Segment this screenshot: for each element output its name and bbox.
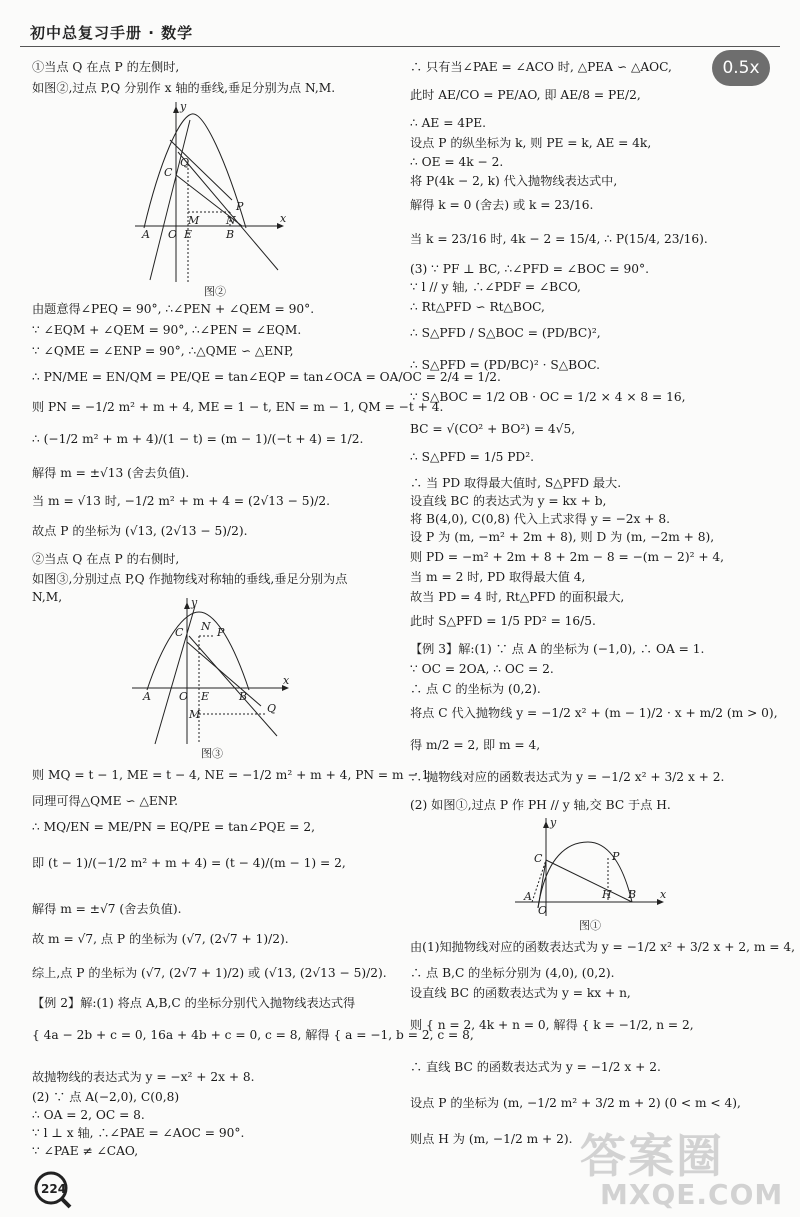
text-line: ∴ OE = 4k − 2. [410, 155, 504, 169]
text-line: ∵ ∠EQM + ∠QEM = 90°, ∴∠PEN = ∠EQM. [32, 323, 302, 337]
fig2-label-n: N [226, 214, 236, 227]
text-line: ∴ 直线 BC 的函数表达式为 y = −1/2 x + 2. [410, 1060, 661, 1074]
fig1-label-c: C [534, 852, 543, 865]
text-line: 【例 3】解:(1) ∵ 点 A 的坐标为 (−1,0), ∴ OA = 1. [410, 642, 705, 656]
fig3-label-m: M [189, 708, 201, 721]
text-line: { 4a − 2b + c = 0, 16a + 4b + c = 0, c = 8, 解得 { a = −1, b = 2, c = 8, [32, 1028, 474, 1042]
fig2-label-m: M [188, 214, 200, 227]
text-line: 【例 2】解:(1) 将点 A,B,C 的坐标分别代入抛物线表达式得 [32, 996, 356, 1010]
figure-3-graph [127, 596, 297, 746]
text-line: (2) 如图①,过点 P 作 PH // y 轴,交 BC 于点 H. [410, 798, 671, 812]
fig2-label-q: Q [180, 156, 190, 169]
text-line: ∴ (−1/2 m² + m + 4)/(1 − t) = (m − 1)/(−t + 4) = 1/2. [32, 432, 364, 446]
text-line: 故当 PD = 4 时, Rt△PFD 的面积最大, [410, 590, 625, 604]
fig3-label-p: P [217, 626, 225, 639]
text-line: 由题意得∠PEQ = 90°, ∴∠PEN + ∠QEM = 90°. [32, 302, 315, 316]
text-line: BC = √(CO² + BO²) = 4√5, [410, 422, 576, 436]
text-line: 故点 P 的坐标为 (√13, (2√13 − 5)/2). [32, 524, 248, 538]
text-line: ∴ MQ/EN = ME/PN = EQ/PE = tan∠PQE = 2, [32, 820, 315, 834]
text-line: 解得 k = 0 (舍去) 或 k = 23/16. [410, 198, 594, 212]
text-line: ∴ S△PFD = (PD/BC)² · S△BOC. [410, 358, 601, 372]
text-line: ①当点 Q 在点 P 的左侧时, [32, 60, 180, 74]
text-line: 将 P(4k − 2, k) 代入抛物线表达式中, [410, 174, 618, 188]
text-line: 设点 P 的坐标为 (m, −1/2 m² + 3/2 m + 2) (0 < m < 4), [410, 1096, 741, 1110]
watermark-url: MXQE.COM [600, 1178, 784, 1211]
text-line: 则 PN = −1/2 m² + m + 4, ME = 1 − t, EN = m − 1, QM = −t + 4. [32, 400, 444, 414]
text-line: 设直线 BC 的表达式为 y = kx + b, [410, 494, 607, 508]
text-line: ∵ S△BOC = 1/2 OB · OC = 1/2 × 4 × 8 = 16, [410, 390, 686, 404]
text-line: 由(1)知抛物线对应的函数表达式为 y = −1/2 x² + 3/2 x + 2, m = 4, [410, 940, 795, 954]
fig2-label-y: y [180, 100, 187, 113]
text-line: 当 m = 2 时, PD 取得最大值 4, [410, 570, 586, 584]
text-line: ∴ PN/ME = EN/QM = PE/QE = tan∠EQP = tan∠OCA = OA/OC = 2/4 = 1/2. [32, 370, 501, 384]
text-line: ∵ ∠QME = ∠ENP = 90°, ∴△QME ∽ △ENP, [32, 344, 294, 358]
fig2-label-c: C [164, 166, 173, 179]
text-line: 则点 H 为 (m, −1/2 m + 2). [410, 1132, 573, 1146]
text-line: 则 PD = −m² + 2m + 8 + 2m − 8 = −(m − 2)² + 4, [410, 550, 725, 564]
text-line: 此时 AE/CO = PE/AO, 即 AE/8 = PE/2, [410, 88, 641, 102]
page-number: 224 [41, 1182, 67, 1196]
speed-badge[interactable]: 0.5x [712, 50, 770, 86]
fig2-label-o: O [168, 228, 178, 241]
text-line: ∴ 点 B,C 的坐标分别为 (4,0), (0,2). [410, 966, 615, 980]
text-line: 解得 m = ±√7 (舍去负值). [32, 902, 182, 916]
text-line: 当 m = √13 时, −1/2 m² + m + 4 = (2√13 − 5)/2. [32, 494, 330, 508]
text-line: 设点 P 的纵坐标为 k, 则 PE = k, AE = 4k, [410, 136, 652, 150]
text-line: 同理可得△QME ∽ △ENP. [32, 794, 178, 808]
fig2-label-e: E [184, 228, 193, 241]
text-line: ②当点 Q 在点 P 的右侧时, [32, 552, 180, 566]
header-rule [20, 46, 780, 47]
figure-2-graph [130, 100, 300, 284]
text-line: ∴ 点 C 的坐标为 (0,2). [410, 682, 541, 696]
text-line: 如图②,过点 P,Q 分别作 x 轴的垂线,垂足分别为点 N,M. [32, 81, 336, 95]
book-title: 初中总复习手册 · 数学 [30, 24, 194, 42]
text-line: ∴ 抛物线对应的函数表达式为 y = −1/2 x² + 3/2 x + 2. [410, 770, 725, 784]
text-line: ∴ 当 PD 取得最大值时, S△PFD 最大. [410, 476, 622, 490]
fig1-label-b: B [628, 888, 637, 901]
text-line: (3) ∵ PF ⊥ BC, ∴∠PFD = ∠BOC = 90°. [410, 262, 649, 276]
figure-1-graph [510, 816, 670, 918]
fig3-label-e: E [201, 690, 210, 703]
text-line: ∴ OA = 2, OC = 8. [32, 1108, 145, 1122]
text-line: ∵ OC = 2OA, ∴ OC = 2. [410, 662, 554, 676]
text-line: 将 B(4,0), C(0,8) 代入上式求得 y = −2x + 8. [410, 512, 671, 526]
text-line: ∵ l // y 轴, ∴∠PDF = ∠BCO, [410, 280, 581, 294]
fig3-label-q: Q [267, 702, 277, 715]
text-line: 设 P 为 (m, −m² + 2m + 8), 则 D 为 (m, −2m + 8), [410, 530, 715, 544]
fig2-label-x: x [280, 212, 287, 225]
text-line: ∴ 只有当∠PAE = ∠ACO 时, △PEA ∽ △AOC, [410, 60, 672, 74]
fig3-label-a: A [143, 690, 151, 703]
text-line: 此时 S△PFD = 1/5 PD² = 16/5. [410, 614, 596, 628]
text-line: ∵ l ⊥ x 轴, ∴∠PAE = ∠AOC = 90°. [32, 1126, 245, 1140]
fig1-label-h: H [602, 888, 612, 901]
fig3-label-x: x [283, 674, 290, 687]
page-header [0, 0, 800, 50]
text-line: 得 m/2 = 2, 即 m = 4, [410, 738, 541, 752]
text-line: 即 (t − 1)/(−1/2 m² + m + 4) = (t − 4)/(m − 1) = 2, [32, 856, 346, 870]
fig3-label-o: O [179, 690, 189, 703]
fig1-label-x: x [660, 888, 667, 901]
text-line: 设直线 BC 的函数表达式为 y = kx + n, [410, 986, 631, 1000]
text-line: ∴ Rt△PFD ∽ Rt△BOC, [410, 300, 545, 314]
fig1-label-a: A [524, 890, 532, 903]
page-number-badge [33, 1170, 73, 1210]
fig1-label-o: O [538, 904, 548, 917]
text-line: 将点 C 代入抛物线 y = −1/2 x² + (m − 1)/2 · x + m/2 (m > 0), [410, 706, 778, 720]
text-line: 当 k = 23/16 时, 4k − 2 = 15/4, ∴ P(15/4, 23/16). [410, 232, 708, 246]
text-line: 故抛物线的表达式为 y = −x² + 2x + 8. [32, 1070, 255, 1084]
fig3-label-y: y [191, 596, 198, 609]
fig2-label-p: P [236, 200, 244, 213]
figure-2 [130, 100, 300, 298]
fig2-label-a: A [142, 228, 150, 241]
figure-1 [510, 816, 670, 932]
text-line: ∴ S△PFD / S△BOC = (PD/BC)², [410, 326, 601, 340]
fig1-label-p: P [612, 850, 620, 863]
text-line: ∴ S△PFD = 1/5 PD². [410, 450, 534, 464]
watermark-logo: 答案圈 [580, 1129, 724, 1183]
text-line: 如图③,分别过点 P,Q 作抛物线对称轴的垂线,垂足分别为点 [32, 572, 348, 586]
text-line: 综上,点 P 的坐标为 (√7, (2√7 + 1)/2) 或 (√13, (2√13 − 5)/2). [32, 966, 387, 980]
text-line: 解得 m = ±√13 (舍去负值). [32, 466, 190, 480]
text-line: 故 m = √7, 点 P 的坐标为 (√7, (2√7 + 1)/2). [32, 932, 289, 946]
figure-3-caption: 图③ [201, 747, 223, 760]
text-line: ∴ AE = 4PE. [410, 116, 487, 130]
fig1-label-y: y [550, 816, 557, 829]
text-line: 则 MQ = t − 1, ME = t − 4, NE = −1/2 m² + m + 4, PN = m − 1. [32, 768, 434, 782]
text-line: N,M, [32, 590, 63, 604]
text-line: (2) ∵ 点 A(−2,0), C(0,8) [32, 1090, 180, 1104]
fig2-label-b: B [226, 228, 235, 241]
figure-2-caption: 图② [204, 285, 226, 298]
fig3-label-n: N [201, 620, 211, 633]
text-line: ∵ ∠PAE ≠ ∠CAO, [32, 1144, 139, 1158]
fig3-label-c: C [175, 626, 184, 639]
figure-3 [127, 596, 297, 760]
text-line: 则 { n = 2, 4k + n = 0, 解得 { k = −1/2, n = 2, [410, 1018, 694, 1032]
fig3-label-b: B [239, 690, 248, 703]
figure-1-caption: 图① [579, 919, 601, 932]
